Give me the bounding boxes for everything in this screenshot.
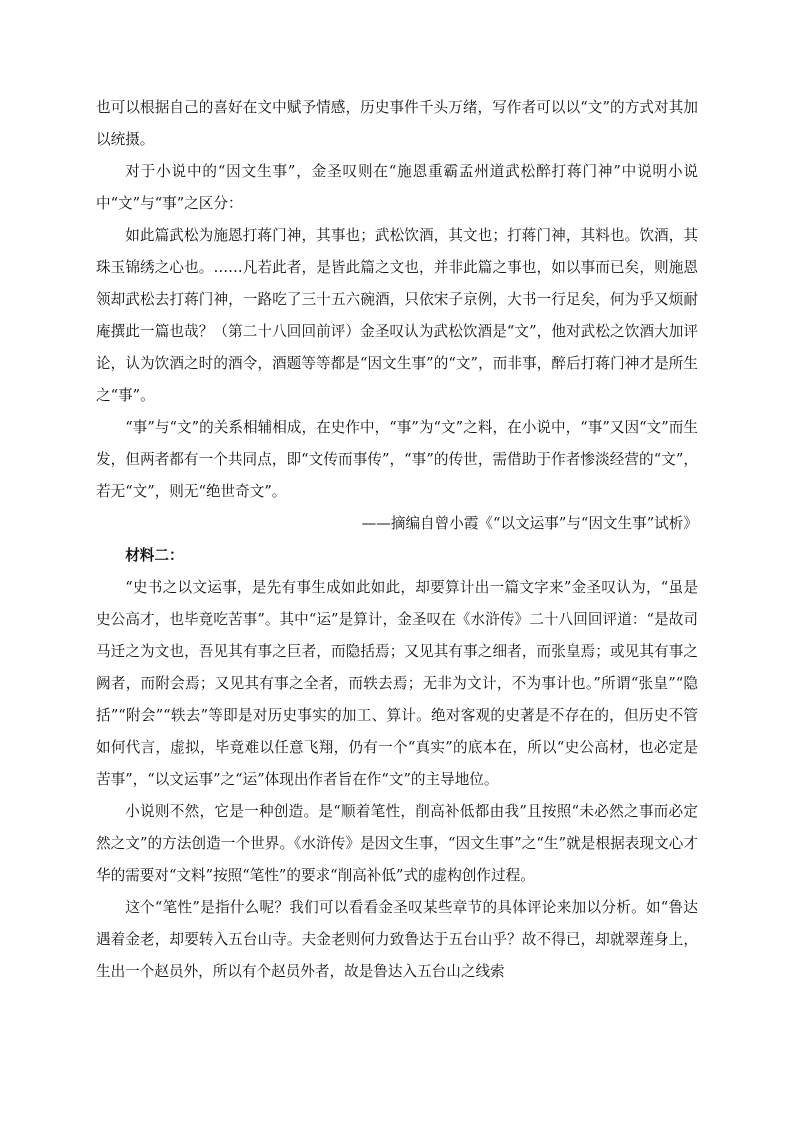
paragraph-6: 这个“笔性”是指什么呢？我们可以看看金圣叹某些章节的具体评论来加以分析。如“鲁达遇着金老，却要转入五台山寺。夫金老则何力致鲁达于五台山乎？故不得已，却就翠莲身上，生出一个赵员外，所以有个赵员外者，故是鲁达入五台山之线索 [96, 899, 698, 980]
paragraph-4: “史书之以文运事，是先有事生成如此如此，却要算计出一篇文字来”金圣叹认为，“虽是史公高才，也毕竟吃苦事”。其中“运”是算计，金圣叹在《水浒传》二十八回回评道：“是故司马迁之为文也，吾见其有事之巨者，而隐括焉；又见其有事之细者，而张皇焉；或见其有事之阙者，而附会焉；又见其有事之全者，而轶去焉；无非为文计，不为事计也。”所谓“张皇”“隐括”“附会”“轶去”等即是对历史事实的加工、算计。绝对客观的史著是不存在的，但历史不管如何代言，虚拟，毕竟难以任意飞翔，仍有一个“真实”的底本在，所以“史公高材，也必定是苦事”，“以文运事”之“运”体现出作者旨在作“文”的主导地位。 [96, 579, 698, 788]
paragraph-2: 对于小说中的“因文生事”，金圣叹则在“施恩重霸孟州道武松醉打蒋门神”中说明小说中“文”与“事”之区分： [96, 163, 698, 212]
source-citation: ——摘编自曾小霞《“以文运事”与“因文生事”试析》 [361, 515, 698, 532]
document-page [96, 92, 698, 988]
paragraph-3: “事”与“文”的关系相辅相成，在史作中，“事”为“文”之料，在小说中，“事”又因“文”而生发，但两者都有一个共同点，即“文传而事传”，“事”的传世，需借助于作者惨淡经营的“文”，若无“文”，则无“绝世奇文”。 [96, 419, 698, 500]
quoted-commentary: 如此篇武松为施恩打蒋门神，其事也；武松饮酒，其文也；打蒋门神，其料也。饮酒，其珠玉锦绣之心也。……凡若此者，是皆此篇之文也，并非此篇之事也，如以事而已矣，则施恩领却武松去打蒋门神，一路吃了三十五六碗酒，只依宋子京例，大书一行足矣，何为乎又烦耐庵撰此一篇也哉？（第二十八回回前评）金圣叹认为武松饮酒是“文”，他对武松之饮酒大加评论，认为饮酒之时的酒令，酒题等等都是“因文生事”的“文”，而非事，醉后打蒋门神才是所生之“事”。 [96, 227, 698, 404]
paragraph-1: 也可以根据自己的喜好在文中赋予情感，历史事件千头万绪，写作者可以以“文”的方式对其加以统摄。 [96, 99, 698, 148]
section-heading: 材料二： [125, 547, 184, 564]
paragraph-5: 小说则不然，它是一种创造。是“顺着笔性，削高补低都由我”且按照“未必然之事而必定然之文”的方法创造一个世界。《水浒传》是因文生事，“因文生事”之“生”就是根据表现文心才华的需要对“文料”按照“笔性”的要求“削高补低”式的虚构创作过程。 [96, 803, 698, 884]
